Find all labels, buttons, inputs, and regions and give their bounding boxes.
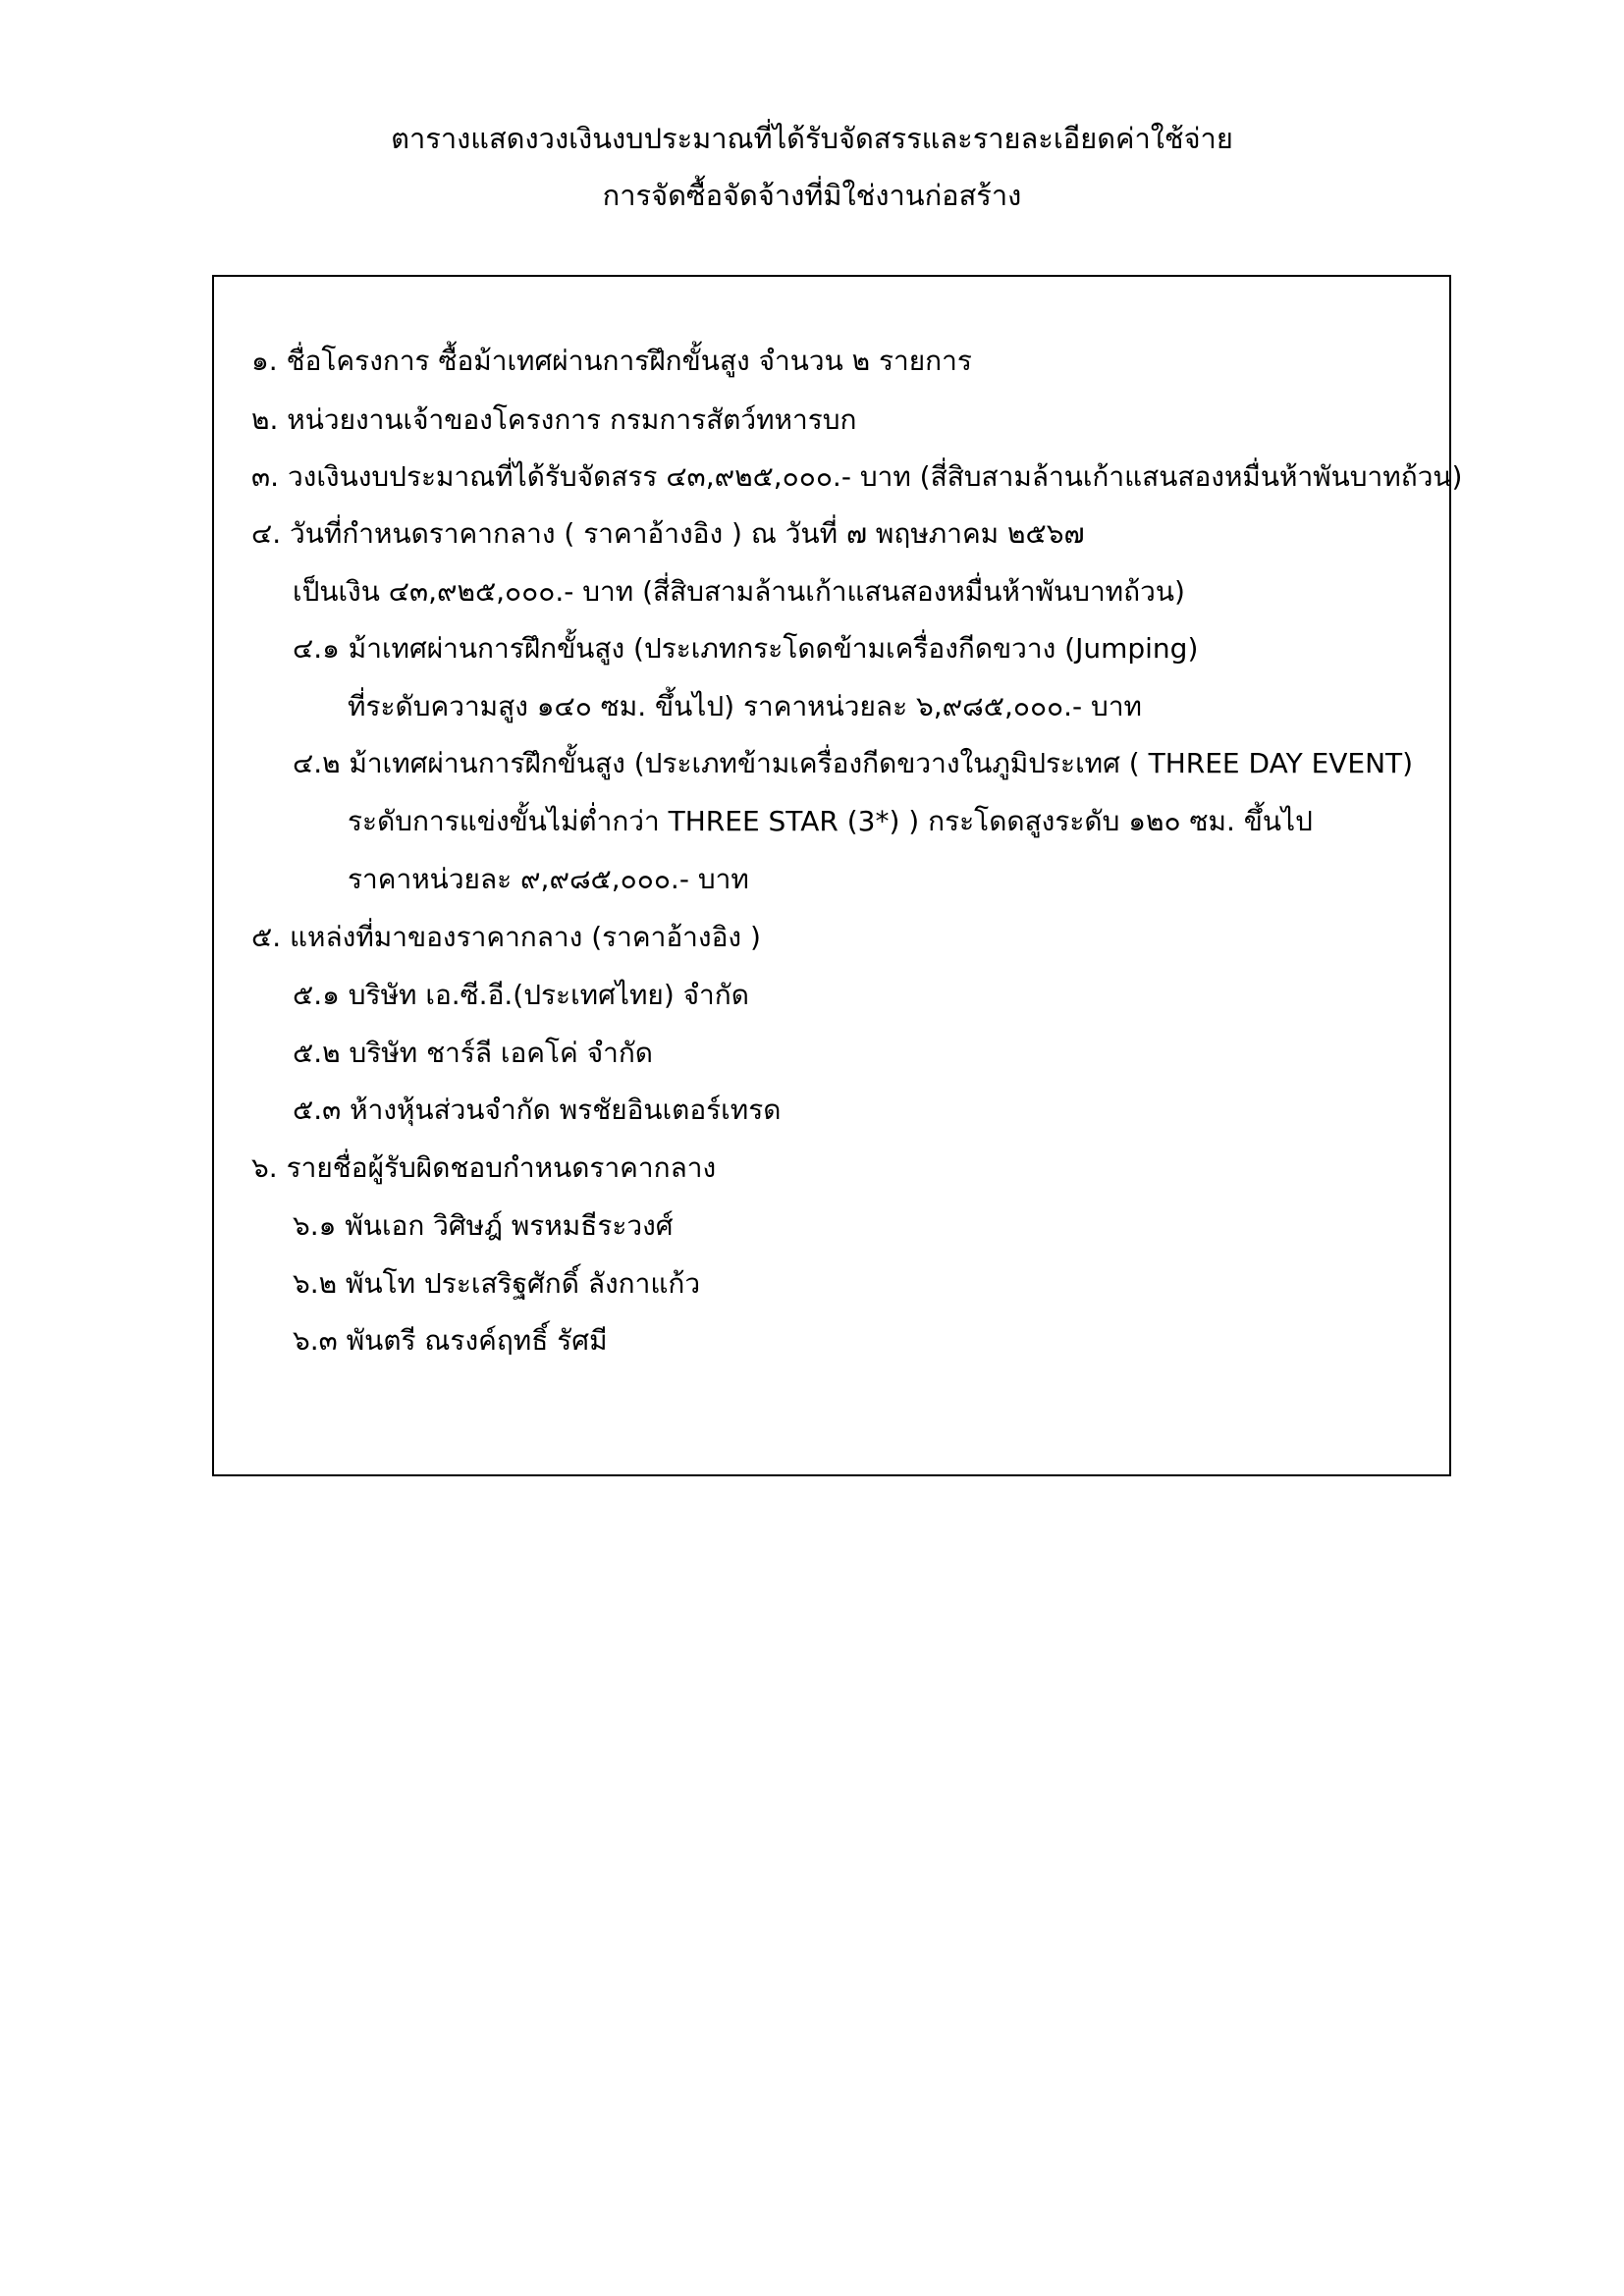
- item-4-2-horse-eventing: ๔.๒ ม้าเทศผ่านการฝึกขั้นสูง (ประเภทข้ามเครื่องกีดขวางในภูมิประเทศ ( THREE DAY EVENT): [293, 747, 1414, 779]
- item-4-2-price: ราคาหน่วยละ ๙,๙๘๕,๐๐๐.- บาท: [348, 863, 749, 895]
- item-3-budget: ๓. วงเงินงบประมาณที่ได้รับจัดสรร ๔๓,๙๒๕,๐๐๐.- บาท (สี่สิบสามล้านเก้าแสนสองหมื่นห้าพันบาทถ้วน): [251, 460, 1463, 493]
- item-2-owner-unit: ๒. หน่วยงานเจ้าของโครงการ กรมการสัตว์ทหารบก: [251, 403, 857, 436]
- item-5-3-source: ๕.๓ ห้างหุ้นส่วนจำกัด พรชัยอินเตอร์เทรด: [293, 1094, 782, 1126]
- item-4-1-price: ที่ระดับความสูง ๑๔๐ ซม. ขึ้นไป) ราคาหน่วยละ ๖,๙๘๕,๐๐๐.- บาท: [348, 690, 1143, 722]
- item-6-responsible-persons: ๖. รายชื่อผู้รับผิดชอบกำหนดราคากลาง: [251, 1151, 717, 1184]
- item-4-2-level: ระดับการแข่งขั้นไม่ต่ำกว่า THREE STAR (3*) ) กระโดดสูงระดับ ๑๒๐ ซม. ขึ้นไป: [348, 805, 1313, 837]
- item-6-2-person: ๖.๒ พันโท ประเสริฐศักดิ์ ลังกาแก้ว: [293, 1267, 701, 1300]
- title-line-1: ตารางแสดงวงเงินงบประมาณที่ได้รับจัดสรรและรายละเอียดค่าใช้จ่าย: [391, 122, 1233, 155]
- item-5-price-sources: ๕. แหล่งที่มาของราคากลาง (ราคาอ้างอิง ): [251, 921, 761, 953]
- title-line-2: การจัดซื้อจัดจ้างที่มิใช่งานก่อสร้าง: [602, 179, 1022, 212]
- item-6-3-person: ๖.๓ พันตรี ณรงค์ฤทธิ์ รัศมี: [293, 1324, 608, 1357]
- document-title: [0, 110, 1624, 224]
- item-4-1-horse-jumping: ๔.๑ ม้าเทศผ่านการฝึกขั้นสูง (ประเภทกระโดดข้ามเครื่องกีดขวาง (Jumping): [293, 632, 1199, 665]
- item-4-reference-date: ๔. วันที่กำหนดราคากลาง ( ราคาอ้างอิง ) ณ วันที่ ๗ พฤษภาคม ๒๕๖๗: [251, 517, 1085, 550]
- item-6-1-person: ๖.๑ พันเอก วิศิษฎ์ พรหมธีระวงศ์: [293, 1209, 674, 1242]
- item-4-amount: เป็นเงิน ๔๓,๙๒๕,๐๐๐.- บาท (สี่สิบสามล้านเก้าแสนสองหมื่นห้าพันบาทถ้วน): [293, 575, 1185, 608]
- item-1-project-name: ๑. ชื่อโครงการ ซื้อม้าเทศผ่านการฝึกขั้นสูง จำนวน ๒ รายการ: [251, 345, 972, 377]
- item-5-1-source: ๕.๑ บริษัท เอ.ซี.อี.(ประเทศไทย) จำกัด: [293, 979, 749, 1011]
- item-5-2-source: ๕.๒ บริษัท ชาร์ลี เอคโค่ จำกัด: [293, 1037, 653, 1069]
